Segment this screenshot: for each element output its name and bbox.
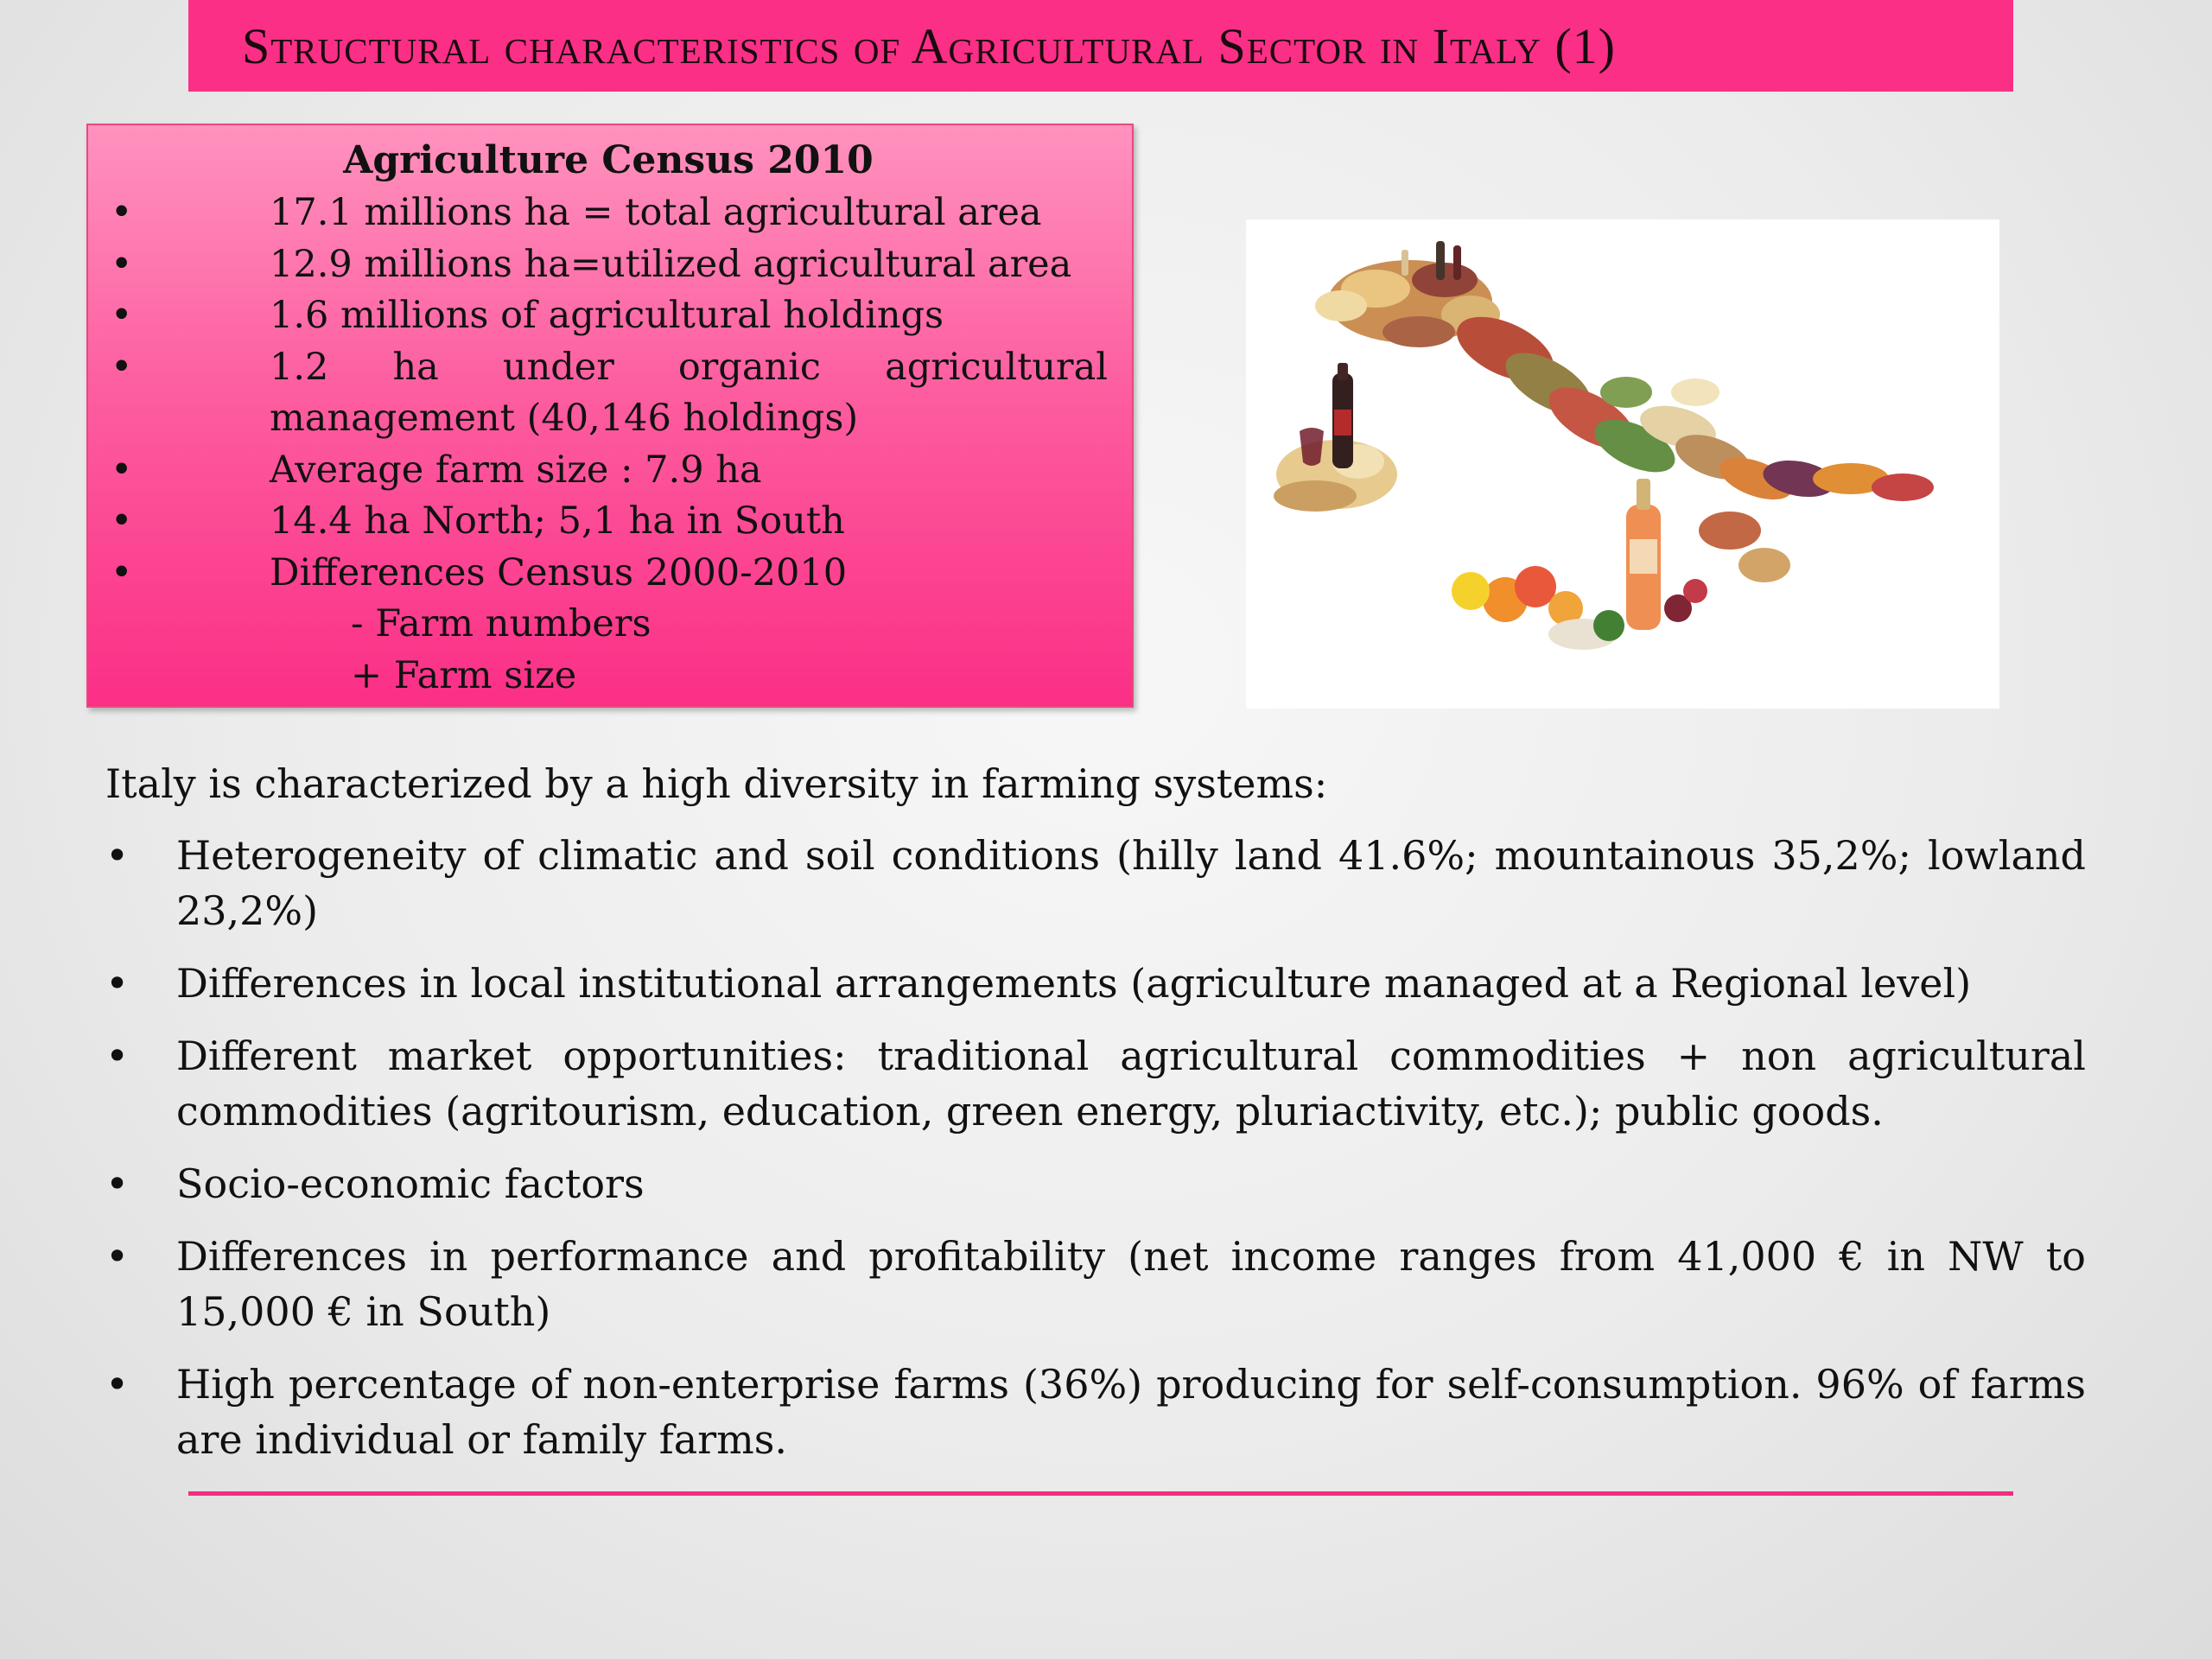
list-item: • High percentage of non-enterprise farms (36%) producing for self-consumption. 96% of farms are individual or family farms. <box>105 1357 2086 1467</box>
list-item: • Differences in performance and profitability (net income ranges from 41,000 € in NW to 15,000 € in South) <box>105 1229 2086 1339</box>
intro-text: Italy is characterized by a high diversity in farming systems: <box>105 760 1328 807</box>
census-sub-item: + Farm size <box>351 653 577 697</box>
bottom-divider <box>188 1491 2013 1496</box>
main-bullet-list <box>105 828 2086 1484</box>
census-item: • Average farm size : 7.9 ha <box>109 445 1108 497</box>
list-item: • Differences in local institutional arrangements (agriculture managed at a Regional level) <box>105 956 2086 1011</box>
census-item: • 17.1 millions ha = total agricultural area <box>109 188 1108 239</box>
list-item: • Heterogeneity of climatic and soil conditions (hilly land 41.6%; mountainous 35,2%; lowland 23,2%) <box>105 828 2086 938</box>
census-item: • 1.2 ha under organic agricultural management (40,146 holdings) <box>109 342 1108 445</box>
census-item: • 12.9 millions ha=utilized agricultural area <box>109 239 1108 291</box>
census-item: • Differences Census 2000-2010 <box>109 548 1108 600</box>
census-item: • 1.6 millions of agricultural holdings <box>109 290 1108 342</box>
slide-title: Structural characteristics of Agricultural Sector in Italy (1) <box>242 17 1616 74</box>
census-list <box>109 188 1108 599</box>
food-map-illustration <box>1246 219 1999 709</box>
census-box <box>86 124 1134 708</box>
title-bar <box>188 0 2013 92</box>
census-title: Agriculture Census 2010 <box>343 138 874 182</box>
list-item: • Socio-economic factors <box>105 1156 2086 1211</box>
italy-food-map-image <box>1246 219 1999 709</box>
census-sub-item: - Farm numbers <box>351 602 652 645</box>
census-item: • 14.4 ha North; 5,1 ha in South <box>109 496 1108 548</box>
list-item: • Different market opportunities: traditional agricultural commodities + non agricultural commodities (agritourism, education, green energy, pluriactivity, etc.); public goods. <box>105 1028 2086 1139</box>
